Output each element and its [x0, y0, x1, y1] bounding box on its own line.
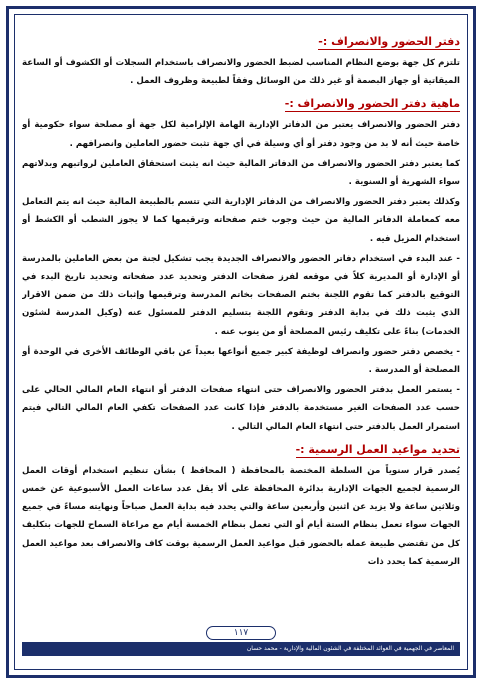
paragraph: تلتزم كل جهة بوضع النظام المناسب لضبط الحضور والانصراف باستخدام السجلات أو الكشوف أو الساعة الميقاتية أو جهاز البصمة أو غير ذلك من الوسائل وفقاً لطبيعة وظروف العمل .	[22, 58, 460, 87]
paragraph: - يخصص دفتر حضور وانصراف لوظيفة كبير جميع أنواعها بعيداً عن باقي الوظائف الأخرى في الوحدة أو المصلحة أو المدرسة .	[22, 346, 460, 376]
paragraph: كما يعتبر دفتر الحضور والانصراف من الدفاتر المالية حيث انه يثبت استحقاق العاملين لرواتبهم وبدلاتهم سواء الشهرية أو السنوية .	[22, 158, 460, 188]
paragraph: - يستمر العمل بدفتر الحضور والانصراف حتى انتهاء صفحات الدفتر أو انتهاء العام المالي الحالي على حسب عدد الصفحات الغير مستخدمة بالدفتر فإذا كانت عدد الصفحات تكفي العام المالي التالي فيتم استمرار العمل بالدفتر حتى انتهاء العام المالي التالي .	[22, 385, 460, 432]
document-body	[22, 28, 460, 628]
footer-caption: المعاصر في الجهمية في العوائد المختلفة في الشئون المالية والإدارية - محمد حسان	[22, 642, 460, 656]
section-heading-attendance-nature: ماهية دفتر الحضور والانصراف :-	[284, 97, 460, 111]
paragraph: دفتر الحضور والانصراف يعتبر من الدفاتر الإدارية الهامة الإلزامية لكل جهة أو مصلحة سواء حكومية أو خاصة حيث أنه لا بد من وجود دفتر أو أي وسيلة في أي جهة تثبت حضور العاملين وانصرافهم .	[22, 120, 460, 149]
section-heading-working-hours: تحديد مواعيد العمل الرسمية :-	[295, 442, 460, 456]
section-heading-attendance-book: دفتر الحضور والانصراف :-	[318, 35, 460, 48]
paragraph: وكذلك يعتبر دفتر الحضور والانصراف من الدفاتر الإدارية التي تتسم بالطبيعة المالية حيث انه يتم التعامل معه كمعاملة الدفاتر المالية من حيث وجوب ختم صفحاته وترقيمها كما لا يجوز الشطب أو الكشط أو استخدام المزيل فيه .	[22, 197, 460, 244]
page-number: ١١٧	[206, 626, 276, 640]
paragraph: يُصدر قرار سنوياً من السلطة المختصة بالمحافظة ( المحافظ ) بشأن تنظيم استخدام أوقات العمل الرسمية لجميع الجهات الإدارية بدائرة المحافظة على ألا يقل عدد ساعات العمل الأسبوعية عن خمس وثلاثين ساعة ولا يزيد عن اثنين وأربعين ساعة والتي يحدد فيه بداية العمل صباحاً ونهايته مساءً في جميع الجهات سواء تعمل بنظام الستة أيام أو التي تعمل بنظام الخمسة أيام مع مراعاة السماح للجهات بتكليف كل من تقتضي طبيعة عمله بالحضور قبل مواعيد العمل الرسمية بوقت كاف والانصراف بعد مواعيد العمل الرسمية كما يحدد ذات	[22, 465, 460, 567]
paragraph: - عند البدء في استخدام دفاتر الحضور والانصراف الجديدة يجب تشكيل لجنة من بعض العاملين بالمدرسة أو الإدارة أو المديرية كلاً في موقعه لفرز صفحات الدفتر وتحديد عدد صفحاته وتحديد تاريخ البدء في التوقيع بالدفتر كما تقوم اللجنة بختم الصفحات بخاتم المدرسة وترقيمها وإثبات ذلك من ضمن الاقرار الذي يثبت ذلك في بداية الدفتر وتقوم اللجنة بتسليم الدفتر للمسئول عنه (وكيل المدرسة لشئون الخدمات) بناءً على تكليف رئيس المصلحة أو من ينوب عنه .	[22, 253, 460, 337]
